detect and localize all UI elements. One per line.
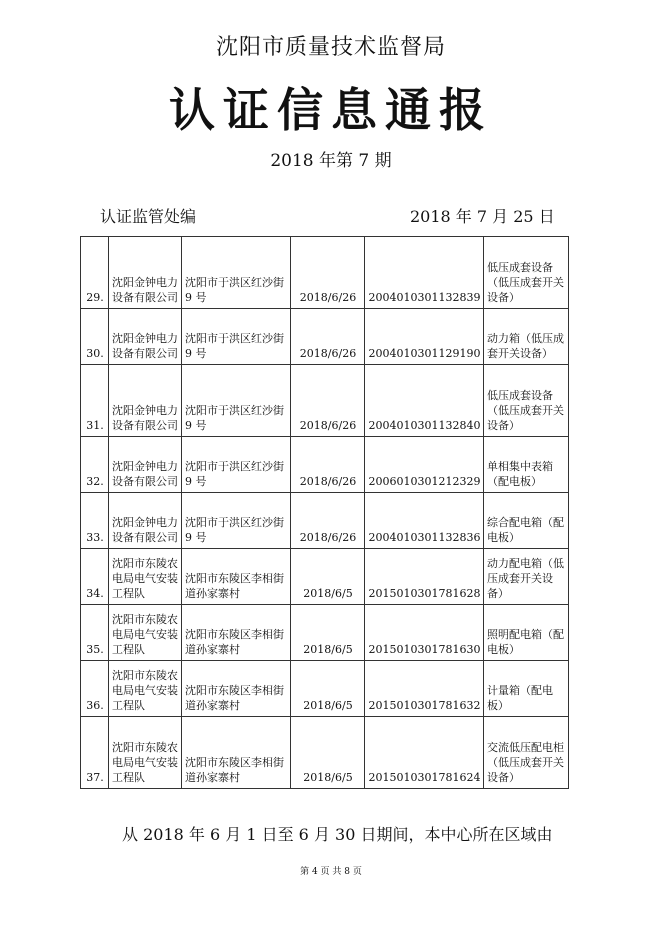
product-name: 照明配电箱（配电板） xyxy=(484,605,569,661)
certificate-number: 2015010301781624 xyxy=(365,717,484,789)
product-name: 交流低压配电柜（低压成套开关设备） xyxy=(484,717,569,789)
company-address: 沈阳市于洪区红沙街 9 号 xyxy=(182,365,291,437)
company-address: 沈阳市于洪区红沙街 9 号 xyxy=(182,237,291,309)
table-row xyxy=(81,717,569,789)
publish-date: 2018 年 7 月 25 日 xyxy=(410,207,555,226)
certificate-number: 2004010301132836 xyxy=(365,493,484,549)
company-name: 沈阳金钟电力设备有限公司 xyxy=(109,237,182,309)
product-name: 动力配电箱（低压成套开关设备） xyxy=(484,549,569,605)
certification-table-body xyxy=(81,237,569,789)
row-number: 36. xyxy=(81,661,109,717)
company-address: 沈阳市于洪区红沙街 9 号 xyxy=(182,437,291,493)
row-number: 37. xyxy=(81,717,109,789)
issue-number: 2018 年第 7 期 xyxy=(270,151,392,171)
cert-date: 2018/6/26 xyxy=(291,237,365,309)
cert-date: 2018/6/5 xyxy=(291,717,365,789)
bulletin-title: 认证信息通报 xyxy=(169,83,493,137)
certification-table xyxy=(80,236,569,789)
cert-date: 2018/6/5 xyxy=(291,605,365,661)
company-name: 沈阳金钟电力设备有限公司 xyxy=(109,309,182,365)
product-name: 动力箱（低压成套开关设备） xyxy=(484,309,569,365)
product-name: 计量箱（配电板） xyxy=(484,661,569,717)
cert-date: 2018/6/5 xyxy=(291,549,365,605)
company-name: 沈阳市东陵农电局电气安装工程队 xyxy=(109,605,182,661)
cert-date: 2018/6/26 xyxy=(291,437,365,493)
compiler-label: 认证监管处编 xyxy=(100,207,197,226)
row-number: 29. xyxy=(81,237,109,309)
company-name: 沈阳金钟电力设备有限公司 xyxy=(109,437,182,493)
cert-date: 2018/6/26 xyxy=(291,493,365,549)
certificate-number: 2015010301781632 xyxy=(365,661,484,717)
row-number: 35. xyxy=(81,605,109,661)
certificate-number: 2015010301781630 xyxy=(365,605,484,661)
company-address: 沈阳市于洪区红沙街 9 号 xyxy=(182,493,291,549)
table-row xyxy=(81,309,569,365)
certificate-number: 2015010301781628 xyxy=(365,549,484,605)
product-name: 低压成套设备（低压成套开关设备） xyxy=(484,237,569,309)
body-paragraph: 从 2018 年 6 月 1 日至 6 月 30 日期间，本中心所在区域由 xyxy=(122,825,553,844)
product-name: 单相集中表箱（配电板） xyxy=(484,437,569,493)
product-name: 综合配电箱（配电板） xyxy=(484,493,569,549)
certificate-number: 2004010301129190 xyxy=(365,309,484,365)
company-name: 沈阳市东陵农电局电气安装工程队 xyxy=(109,549,182,605)
company-name: 沈阳市东陵农电局电气安装工程队 xyxy=(109,661,182,717)
company-address: 沈阳市东陵区李相街道孙家寨村 xyxy=(182,661,291,717)
row-number: 34. xyxy=(81,549,109,605)
table-row xyxy=(81,605,569,661)
table-row xyxy=(81,549,569,605)
company-name: 沈阳市东陵农电局电气安装工程队 xyxy=(109,717,182,789)
company-address: 沈阳市东陵区李相街道孙家寨村 xyxy=(182,717,291,789)
row-number: 30. xyxy=(81,309,109,365)
table-row xyxy=(81,237,569,309)
row-number: 31. xyxy=(81,365,109,437)
cert-date: 2018/6/26 xyxy=(291,365,365,437)
page-footer: 第 4 页 共 8 页 xyxy=(300,867,362,877)
certificate-number: 2004010301132839 xyxy=(365,237,484,309)
table-row xyxy=(81,661,569,717)
row-number: 33. xyxy=(81,493,109,549)
cert-date: 2018/6/5 xyxy=(291,661,365,717)
table-row xyxy=(81,437,569,493)
row-number: 32. xyxy=(81,437,109,493)
company-address: 沈阳市东陵区李相街道孙家寨村 xyxy=(182,605,291,661)
product-name: 低压成套设备（低压成套开关设备） xyxy=(484,365,569,437)
table-row xyxy=(81,493,569,549)
certificate-number: 2004010301132840 xyxy=(365,365,484,437)
company-name: 沈阳金钟电力设备有限公司 xyxy=(109,493,182,549)
table-row xyxy=(81,365,569,437)
company-address: 沈阳市于洪区红沙街 9 号 xyxy=(182,309,291,365)
cert-date: 2018/6/26 xyxy=(291,309,365,365)
company-address: 沈阳市东陵区李相街道孙家寨村 xyxy=(182,549,291,605)
organization-name: 沈阳市质量技术监督局 xyxy=(215,35,446,60)
certificate-number: 2006010301212329 xyxy=(365,437,484,493)
company-name: 沈阳金钟电力设备有限公司 xyxy=(109,365,182,437)
